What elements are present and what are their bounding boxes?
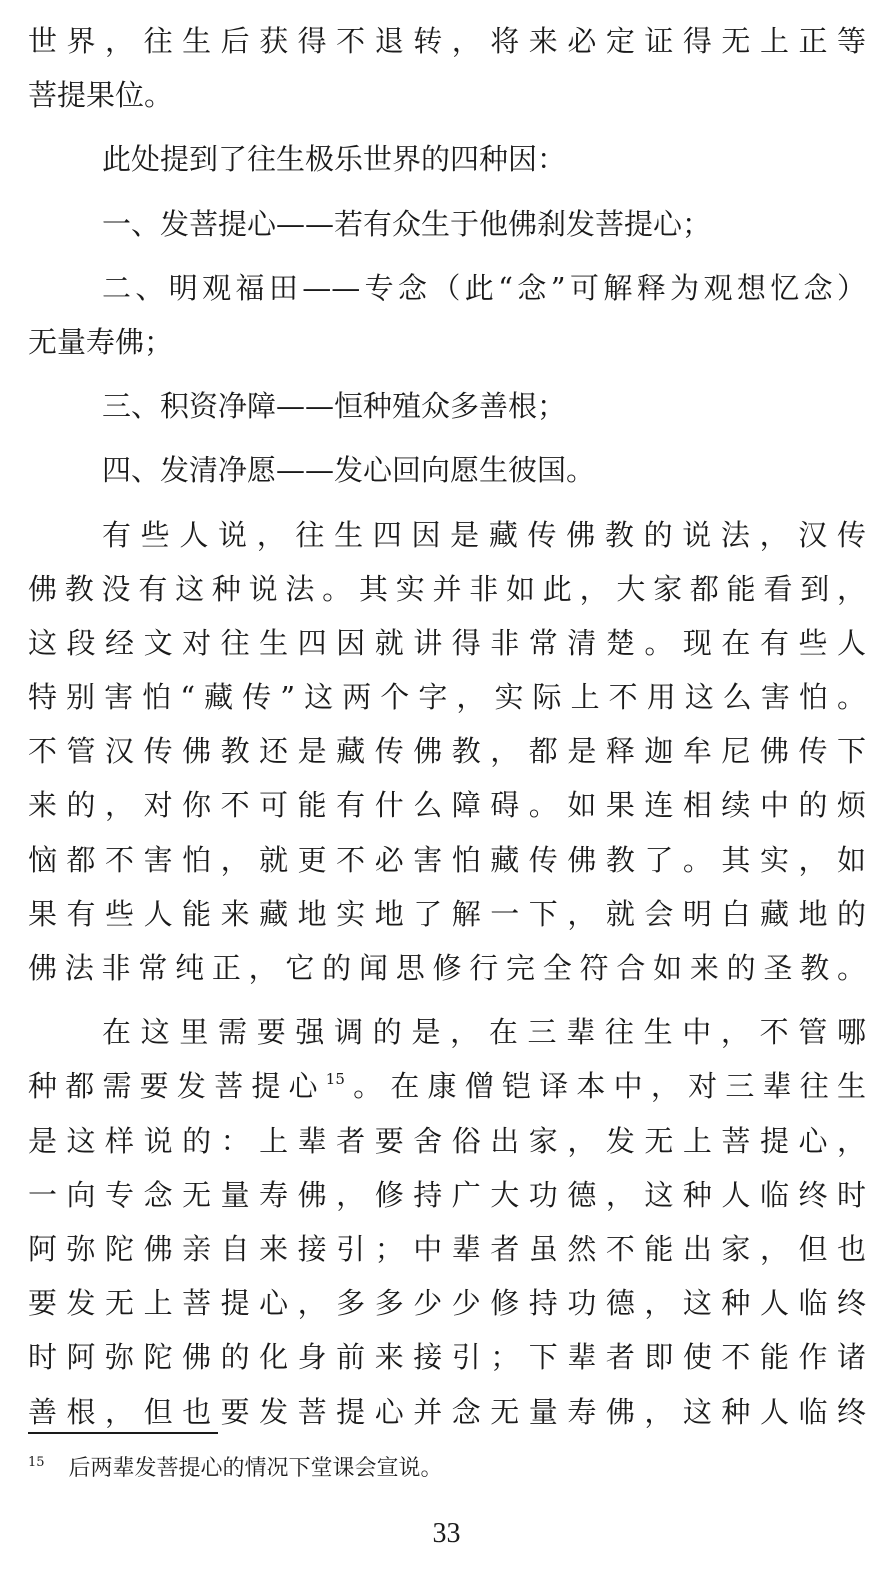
text-line: 世界，往生后获得不退转，将来必定证得无上正等 xyxy=(28,24,866,58)
text-line: 恼都不害怕，就更不必害怕藏传佛教了。其实，如 xyxy=(28,842,866,877)
text-line: 阿弥陀佛亲自来接引；中辈者虽然不能出家，但也 xyxy=(28,1231,866,1266)
text-line: 菩提果位。 xyxy=(28,78,174,113)
text-fragment: 种都需要发菩提心 xyxy=(28,1069,326,1104)
text-line: 是这样说的：上辈者要舍俗出家，发无上菩提心， xyxy=(28,1123,866,1158)
text-line: 佛法非常纯正，它的闻思修行完全符合如来的圣教。 xyxy=(28,951,866,985)
text-line: 果有些人能来藏地实地了解一下，就会明白藏地的 xyxy=(28,896,866,931)
text-line: 要发无上菩提心，多多少少修持功德，这种人临终 xyxy=(28,1286,866,1321)
footnote-text: 后两辈发菩提心的情况下堂课会宣说。 xyxy=(68,1456,443,1481)
footnote-divider xyxy=(28,1432,218,1434)
list-item-cause-3: 三、积资净障——恒种殖众多善根； xyxy=(102,389,567,424)
text-line xyxy=(28,1059,866,1113)
list-item-cause-2: 二、明观福田——专念（此“念”可解释为观想忆念） xyxy=(102,270,866,305)
text-line: 善根，但也要发菩提心并念无量寿佛，这种人临终 xyxy=(28,1394,866,1429)
text-line: 不管汉传佛教还是藏传佛教，都是释迦牟尼佛传下 xyxy=(28,734,866,769)
text-line: 时阿弥陀佛的化身前来接引；下辈者即使不能作诸 xyxy=(28,1340,866,1375)
footnote-number: 15 xyxy=(28,1455,45,1470)
text-line: 无量寿佛； xyxy=(28,324,174,359)
text-line: 一向专念无量寿佛，修持广大功德，这种人临终时 xyxy=(28,1177,866,1212)
footnote xyxy=(28,1446,443,1486)
text-line: 来的，对你不可能有什么障碍。如果连相续中的烦 xyxy=(28,788,866,823)
text-fragment: 。在康僧铠译本中，对三辈往生 xyxy=(344,1069,866,1104)
footnote-reference[interactable]: 15 xyxy=(325,1070,345,1089)
text-line: 在这里需要强调的是，在三辈往生中，不管哪 xyxy=(102,1015,866,1050)
page-number: 33 xyxy=(432,1518,461,1549)
body-text xyxy=(28,14,866,1439)
text-line: 佛教没有这种说法。其实并非如此，大家都能看到， xyxy=(28,571,866,606)
text-line: 这段经文对往生四因就讲得非常清楚。现在有些人 xyxy=(28,625,866,660)
text-line: 有些人说，往生四因是藏传佛教的说法，汉传 xyxy=(102,517,866,552)
text-line: 此处提到了往生极乐世界的四种因： xyxy=(102,142,567,177)
text-line: 特别害怕“藏传”这两个字，实际上不用这么害怕。 xyxy=(28,680,866,715)
list-item-cause-4: 四、发清净愿——发心回向愿生彼国。 xyxy=(102,453,596,488)
list-item-cause-1: 一、发菩提心——若有众生于他佛刹发菩提心； xyxy=(102,206,712,241)
